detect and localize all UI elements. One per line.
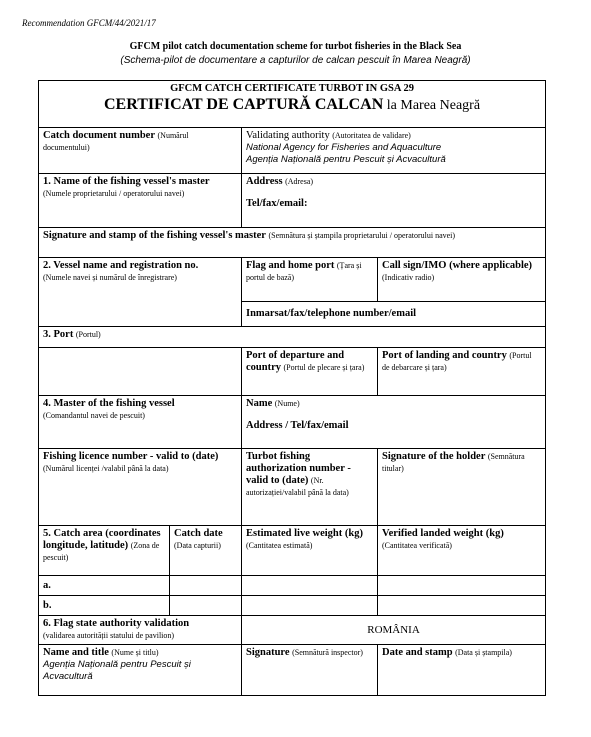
section-4-note: (Comandantul navei de pescuit) [43, 411, 145, 420]
verified-weight-a[interactable] [378, 576, 546, 596]
estimated-weight-header [242, 526, 378, 576]
port-blank-cell [39, 348, 242, 396]
verified-note: (Cantitatea verificată) [382, 541, 452, 550]
signature-master-field[interactable] [39, 228, 546, 258]
master-vessel-field[interactable] [39, 396, 242, 449]
departure-label: Port of departure and country [246, 350, 345, 373]
signature-master-note: (Semnătura și ștampila proprietarului / operatorului navei) [268, 231, 456, 240]
certificate-main-title: CERTIFICAT DE CAPTURĂ CALCAN [103, 96, 384, 113]
row-a-label: a. [43, 579, 51, 591]
certificate-top-title: GFCM CATCH CERTIFICATE TURBOT IN GSA 29 [170, 83, 414, 94]
catch-area-a[interactable] [39, 576, 170, 596]
section-6-note: (validarea autorității statului de pavilion) [43, 631, 175, 640]
section-1-label: 1. Name of the fishing vessel's master [43, 176, 210, 187]
catch-date-a[interactable] [170, 576, 242, 596]
fishing-licence-field[interactable] [39, 449, 242, 526]
signature-master-row [39, 228, 546, 258]
validation-details-row [39, 645, 546, 696]
catch-document-number-field[interactable] [39, 128, 242, 174]
signature-note: (Semnătură inspector) [292, 648, 363, 657]
signature-label: Signature [246, 647, 290, 658]
turbot-authorization-field[interactable] [242, 449, 378, 526]
validating-authority-note: (Autoritatea de validare) [332, 131, 411, 140]
address-note: (Adresa) [285, 177, 314, 186]
section-5-row [39, 526, 546, 576]
name-note: (Nume) [274, 399, 300, 408]
certificate-title-cell [39, 81, 546, 128]
catch-row-a [39, 576, 546, 596]
section-6-row [39, 616, 546, 645]
name-title-field[interactable] [39, 645, 242, 696]
flag-note: (Țara și portul de bază) [246, 261, 362, 282]
catch-certificate-form [38, 80, 546, 696]
validating-authority-ro: Agenția Națională pentru Pescuit și Acvacultură [246, 154, 446, 165]
master-address-label: Address / Tel/fax/email [246, 420, 349, 431]
licence-row [39, 449, 546, 526]
call-sign-field[interactable] [378, 258, 546, 302]
row-b-label: b. [43, 599, 52, 611]
section-5-note: (Zona de pescuit) [43, 541, 160, 562]
inmarsat-field[interactable] [242, 302, 546, 327]
section-3-note: (Portul) [75, 330, 101, 339]
catch-area-header [39, 526, 170, 576]
port-landing-field[interactable] [378, 348, 546, 396]
certificate-main-title-tail: la Marea Neagră [383, 98, 481, 113]
estimated-label: Estimated live weight (kg) [246, 528, 363, 539]
holder-label: Signature of the holder [382, 451, 486, 462]
port-header-cell [39, 327, 546, 348]
document-subtitle: (Schema-pilot de documentare a capturilor de calcan pescuit în Marea Neagră) [120, 55, 471, 66]
catch-date-note: (Data capturii) [174, 541, 221, 550]
section-3-label: 3. Port [43, 329, 74, 340]
master-name-address-field[interactable] [242, 396, 546, 449]
validating-authority-label: Validating authority [246, 130, 330, 141]
section-2-label: 2. Vessel name and registration no. [43, 260, 199, 271]
section-5-label: 5. Catch area (coordinates longitude, latitude) [43, 528, 161, 551]
section-1-note: (Numele proprietarului / operatorului navei) [43, 189, 185, 198]
verified-weight-b[interactable] [378, 596, 546, 616]
date-stamp-note: (Data și ștampila) [455, 648, 512, 657]
catch-date-b[interactable] [170, 596, 242, 616]
section-4-row [39, 396, 546, 449]
authorization-label: Turbot fishing authorization number - valid to (date) [246, 451, 351, 486]
name-title-line2: Acvacultură [43, 671, 93, 682]
certificate-title-row [39, 81, 546, 128]
section-3-row [39, 327, 546, 348]
licence-note: (Numărul licenței /valabil până la data) [43, 464, 169, 473]
date-stamp-field[interactable] [378, 645, 546, 696]
flag-state-country: ROMÂNIA [242, 616, 546, 645]
name-label: Name [246, 398, 273, 409]
licence-label: Fishing licence number - valid to (date) [43, 451, 219, 462]
landing-label: Port of landing and country [382, 350, 507, 361]
catch-area-b[interactable] [39, 596, 170, 616]
port-details-row [39, 348, 546, 396]
flag-home-port-field[interactable] [242, 258, 378, 302]
estimated-weight-a[interactable] [242, 576, 378, 596]
address-label: Address [246, 176, 283, 187]
catch-document-label: Catch document number [43, 130, 155, 141]
vessel-master-name-field[interactable] [39, 174, 242, 228]
section-2-note: (Numele navei și numărul de înregistrare) [43, 273, 177, 282]
catch-document-row [39, 128, 546, 174]
catch-row-b [39, 596, 546, 616]
tel-fax-email-label: Tel/fax/email: [246, 198, 308, 209]
date-stamp-label: Date and stamp [382, 647, 453, 658]
verified-label: Verified landed weight (kg) [382, 528, 504, 539]
name-title-line1: Agenția Națională pentru Pescuit și [43, 659, 191, 670]
section-4-label: 4. Master of the fishing vessel [43, 398, 175, 409]
address-field[interactable] [242, 174, 546, 228]
name-title-label: Name and title [43, 647, 109, 658]
catch-date-header [170, 526, 242, 576]
estimated-note: (Cantitatea estimată) [246, 541, 313, 550]
call-sign-note: (Indicativ radio) [382, 273, 435, 282]
flag-state-validation-header [39, 616, 242, 645]
name-title-note: (Nume și titlu) [111, 648, 159, 657]
section-2-row [39, 258, 546, 302]
recommendation-reference: Recommendation GFCM/44/2021/17 [22, 18, 156, 28]
call-sign-label: Call sign/IMO (where applicable) [382, 260, 533, 271]
catch-document-note: (Numărul documentului) [43, 131, 189, 152]
verified-weight-header [378, 526, 546, 576]
section-1-row [39, 174, 546, 228]
signature-master-label: Signature and stamp of the fishing vessel's master [43, 230, 266, 241]
holder-signature-field[interactable] [378, 449, 546, 526]
catch-date-label: Catch date [174, 528, 223, 539]
document-title: GFCM pilot catch documentation scheme for turbot fisheries in the Black Sea [129, 41, 462, 52]
port-departure-field[interactable] [242, 348, 378, 396]
validating-authority-field [242, 128, 546, 174]
section-6-label: 6. Flag state authority validation [43, 618, 190, 629]
validating-authority-en: National Agency for Fisheries and Aquaculture [246, 142, 442, 153]
vessel-name-field[interactable] [39, 258, 242, 327]
authorization-note: (Nr. autorizației/valabil până la data) [246, 476, 349, 497]
inspector-signature-field[interactable] [242, 645, 378, 696]
estimated-weight-b[interactable] [242, 596, 378, 616]
holder-note: (Semnătura titular) [382, 452, 525, 473]
flag-label: Flag and home port [246, 260, 335, 271]
landing-note: (Portul de debarcare și țara) [382, 351, 532, 372]
departure-note: (Portul de plecare și țara) [283, 363, 365, 372]
inmarsat-label: Inmarsat/fax/telephone number/email [246, 308, 417, 319]
